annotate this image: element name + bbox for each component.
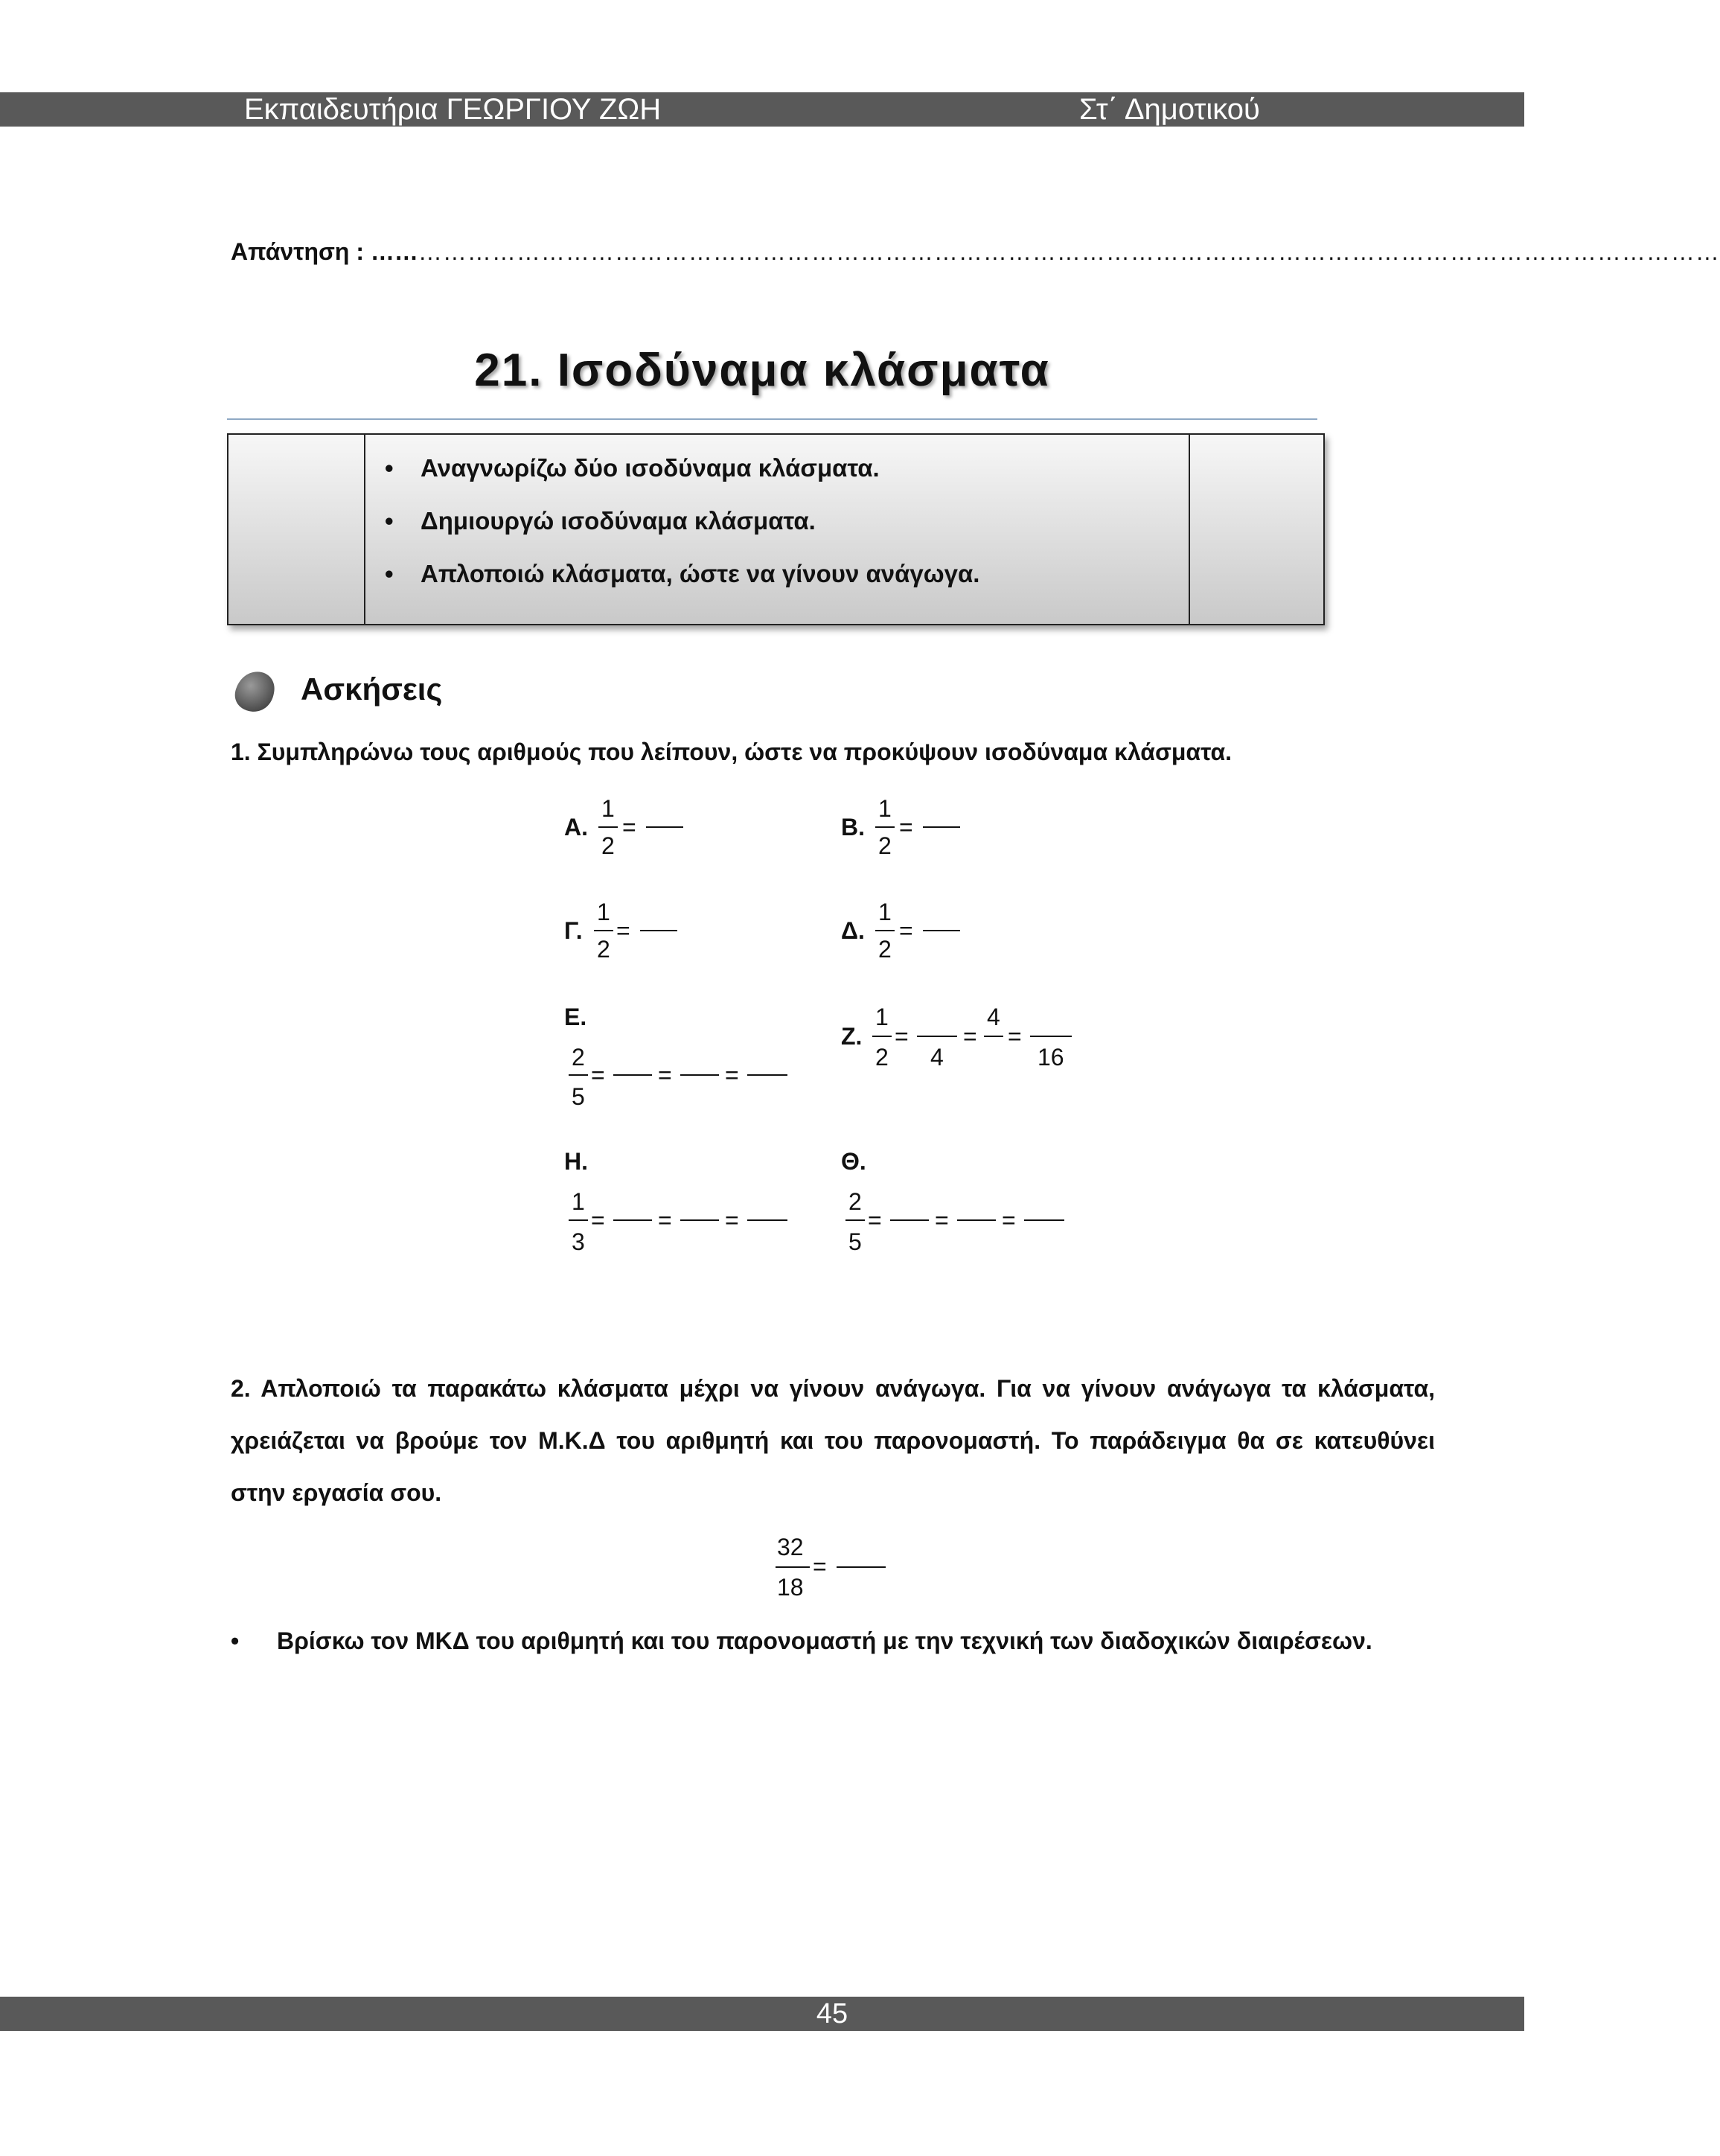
goals-divider-left [364,435,365,624]
answer-blank[interactable] [957,1219,996,1221]
denominator: 3 [572,1228,585,1255]
answer-blank[interactable] [1024,1219,1064,1221]
numerator: 1 [597,899,610,925]
fraction-bar [569,1219,588,1221]
answer-blank[interactable] [837,1566,886,1568]
title-underline [227,418,1317,420]
footer-bar [0,1997,1524,2031]
equals-sign: = [1002,1207,1016,1234]
goal-item [385,454,880,482]
fraction-bar [569,1074,588,1076]
equals-sign: = [725,1062,739,1088]
item-label-a: Α. [564,814,588,841]
numerator: 1 [601,795,615,822]
item-label-d: Δ. [841,917,865,944]
goal-text: Αναγνωρίζω δύο ισοδύναμα κλάσματα. [421,454,880,482]
school-name: Εκπαιδευτήρια ΓΕΩΡΓΙΟΥ ΖΩΗ [244,93,662,126]
fraction-bar [594,930,613,931]
numerator: 4 [987,1004,1000,1030]
answer-blank[interactable] [923,826,960,828]
answer-blank[interactable] [923,930,960,931]
instruction-bullet [231,1627,1372,1655]
equals-sign: = [895,1023,909,1050]
goal-text: Δημιουργώ ισοδύναμα κλάσματα. [421,507,816,535]
denominator: 2 [878,936,892,963]
answer-blank[interactable] [613,1219,652,1221]
goals-box [227,433,1325,625]
denominator: 5 [848,1228,862,1255]
denominator: 2 [878,832,892,859]
goal-text: Απλοποιώ κλάσματα, ώστε να γίνουν ανάγωγα. [421,560,980,587]
fraction-bar [875,930,895,931]
goals-divider-right [1189,435,1190,624]
equals-sign: = [725,1207,739,1234]
answer-blank[interactable] [890,1219,929,1221]
equals-sign: = [658,1062,672,1088]
answer-blank[interactable] [640,930,677,931]
denominator: 16 [1038,1044,1064,1071]
equals-sign: = [658,1207,672,1234]
bullet-icon: • [385,560,394,587]
equals-sign: = [963,1023,977,1050]
header-bar [0,92,1524,127]
answer-line [231,238,1720,266]
answer-blank[interactable] [1030,1036,1072,1037]
goal-item [385,507,816,535]
fraction-bar [875,826,895,828]
numerator: 32 [777,1534,804,1560]
numerator: 1 [878,795,892,822]
question-2: 2. Απλοποιώ τα παρακάτω κλάσματα μέχρι να γίνουν ανάγωγα. Για να γίνουν ανάγωγα τα κλάσματα, χρειάζεται να βρούμε τον Μ.Κ.Δ του αριθμητή και του παρονομαστή. Το παράδειγμα θα σε κατευθύνει στην εργασία σου. [231,1375,1435,1506]
numerator: 2 [848,1188,862,1215]
goal-item [385,560,979,588]
answer-blank[interactable] [613,1074,652,1076]
equals-sign: = [1008,1023,1022,1050]
item-label-e: Ε. [564,1004,587,1030]
fraction-bar [598,826,618,828]
answer-blank[interactable] [917,1036,957,1037]
equals-sign: = [616,917,630,944]
equals-sign: = [899,814,913,841]
bullet-icon: • [385,507,394,535]
answer-label: Απάντηση : …… [231,238,418,265]
fraction-bar [776,1566,810,1568]
question-1: 1. Συμπληρώνω τους αριθμούς που λείπουν, ώστε να προκύψουν ισοδύναμα κλάσματα. [231,739,1233,765]
numerator: 2 [572,1044,585,1071]
item-label-z: Ζ. [841,1023,863,1050]
answer-blank[interactable] [747,1074,787,1076]
instruction-text: Βρίσκω τον ΜΚΔ του αριθμητή και του παρονομαστή με την τεχνική των διαδοχικών διαιρέσεων. [277,1627,1372,1654]
page-title: 21. Ισοδύναμα κλάσματα [474,345,1050,396]
answer-blank[interactable] [984,1036,1003,1037]
bullet-icon: • [231,1627,240,1654]
equals-sign: = [591,1207,605,1234]
answer-blank[interactable] [680,1074,719,1076]
denominator: 2 [875,1044,889,1071]
answer-dots: …………………………………………………………………………………………………………………………………………… [418,238,1720,265]
exercises-heading: Ασκήσεις [301,672,443,707]
denominator: 2 [601,832,615,859]
fraction-bar [872,1036,892,1037]
exercises-blob-icon [231,668,280,717]
denominator: 5 [572,1083,585,1110]
answer-blank[interactable] [680,1219,719,1221]
item-label-h: Η. [564,1148,588,1175]
item-label-c: Γ. [564,917,583,944]
fraction-bar [845,1219,865,1221]
equals-sign: = [868,1207,882,1234]
numerator: 1 [572,1188,585,1215]
denominator: 2 [597,936,610,963]
denominator: 4 [930,1044,944,1071]
page-number: 45 [816,1998,848,2029]
equals-sign: = [813,1553,827,1580]
numerator: 1 [875,1004,889,1030]
equals-sign: = [899,917,913,944]
grade-label: Στ΄ Δημοτικού [1079,93,1260,126]
equals-sign: = [622,814,636,841]
item-label-th: Θ. [841,1148,866,1175]
equals-sign: = [935,1207,949,1234]
answer-blank[interactable] [747,1219,787,1221]
numerator: 1 [878,899,892,925]
answer-blank[interactable] [646,826,683,828]
bullet-icon: • [385,454,394,482]
equals-sign: = [591,1062,605,1088]
item-label-b: Β. [841,814,865,841]
denominator: 18 [777,1574,804,1601]
